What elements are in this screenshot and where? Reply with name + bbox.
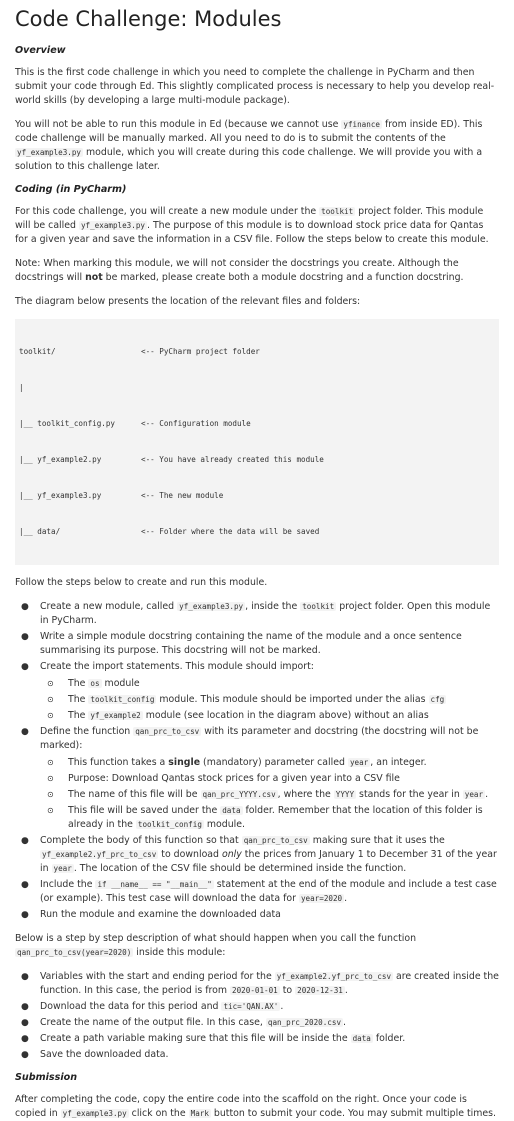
coding-paragraph-5: Below is a step by step description of what should happen when you call the function qan_prc_to_csv(year=2020) inside this module: — [15, 933, 417, 958]
overview-paragraph-2: You will not be able to run this module in Ed (because we cannot use yfinance from inside ED). This code challenge will be manually marked. All you need to do is to submit the contents of the yf_example3.py module, which you will create during this code challenge. We will provide you with a solution to this challenge later. — [15, 119, 483, 172]
circle-bullet-icon: ⊙ — [47, 790, 54, 799]
list-item: ● Create the name of the output file. In this case, qan_prc_2020.csv . — [21, 1017, 347, 1028]
submission-heading: Submission — [15, 1072, 78, 1083]
folder-tree-code-block — [15, 319, 499, 565]
submission-paragraph: After completing the code, copy the entire code into the scaffold on the right. Once your code is copied in yf_example3.py click on the Mark button to submit your code. You may submit multiple times. — [15, 1094, 497, 1119]
coding-paragraph-4: Follow the steps below to create and run this module. — [15, 577, 268, 588]
bullet-icon: ● — [21, 880, 29, 890]
bullet-icon: ● — [21, 727, 29, 737]
coding-heading: Coding (in PyCharm) — [15, 184, 127, 195]
page-title: Code Challenge: Modules — [15, 7, 282, 31]
list-item: ⊙ This function takes a single (mandatory) parameter called year , an integer. — [47, 757, 427, 768]
bullet-icon: ● — [21, 662, 29, 672]
tree-row: |__ toolkit_config.py <-- Configuration module — [19, 419, 251, 428]
bullet-icon: ● — [21, 910, 29, 920]
list-item: ● Create the import statements. This module should import: ⊙ The os module ⊙ The toolkit_config module. This module should be imported under the alias cfg ⊙ The yf_example2 module (see location in the diagram above) without an alias — [40, 660, 499, 723]
list-item: ● Create a new module, called yf_example3.py , inside the toolkit project folder. Open this module in PyCharm. — [21, 601, 491, 626]
circle-bullet-icon: ⊙ — [47, 774, 54, 783]
bullet-icon: ● — [21, 972, 29, 982]
list-item: ● Include the if __name__ == "__main__" statement at the end of the module and include a test case (or example). This test case will download the data for year=2020 . — [21, 879, 497, 904]
overview-heading: Overview — [15, 45, 66, 56]
bullet-icon: ● — [21, 632, 29, 642]
list-item: ● Define the function qan_prc_to_csv with its parameter and docstring (the docstring will not be marked): ⊙ This function takes a single (mandatory) parameter called year , an integer. ⊙ Purpose: Download Qantas stock prices for a given year into a CSV file ⊙ The name of this file will be qan_prc_YYYY.csv , where the YYYY stands for the year in year . ⊙ This file will be saved under the data folder. Remember that the location of this folder is already in the toolkit_config module. — [40, 725, 499, 832]
description-list — [15, 970, 499, 1062]
list-item: ⊙ This file will be saved under the data folder. Remember that the location of this folder is already in the toolkit_config module. — [47, 805, 483, 830]
circle-bullet-icon: ⊙ — [47, 711, 54, 720]
bullet-icon: ● — [21, 836, 29, 846]
bullet-icon: ● — [21, 1018, 29, 1028]
coding-paragraph-3: The diagram below presents the location of the relevant files and folders: — [15, 296, 361, 307]
bullet-icon: ● — [21, 1050, 29, 1060]
circle-bullet-icon: ⊙ — [47, 758, 54, 767]
bullet-icon: ● — [21, 1002, 29, 1012]
list-item: ● Run the module and examine the downloaded data — [21, 909, 281, 920]
function-sublist — [40, 756, 499, 832]
list-item: ⊙ The yf_example2 module (see location in the diagram above) without an alias — [47, 710, 429, 721]
overview-paragraph-1: This is the first code challenge in which you need to complete the challenge in PyCharm and then submit your code through Ed. This slightly complicated process is necessary to help you develop real-world skills (by developing a large multi-module package). — [15, 67, 495, 106]
list-item: ⊙ Purpose: Download Qantas stock prices for a given year into a CSV file — [47, 773, 400, 784]
import-sublist — [40, 677, 499, 723]
coding-paragraph-2: Note: When marking this module, we will not consider the docstrings you create. Although the docstrings will not be marked, please create both a module docstring and a function docstring. — [15, 258, 464, 283]
tree-row: |__ data/ <-- Folder where the data will be saved — [19, 527, 320, 536]
list-item: ● Complete the body of this function so that qan_prc_to_csv making sure that it uses the yf_example2.yf_prc_to_csv to download only the prices from January 1 to December 31 of the year in year . The location of the CSV file should be determined inside the function. — [21, 835, 497, 874]
list-item: ⊙ The name of this file will be qan_prc_YYYY.csv , where the YYYY stands for the year in year . — [47, 789, 489, 800]
list-item: ⊙ The os module — [47, 678, 140, 689]
bullet-icon: ● — [21, 602, 29, 612]
coding-paragraph-1: For this code challenge, you will create a new module under the toolkit project folder. This module will be called yf_example3.py . The purpose of this module is to download stock price data for Qantas for a given year and save the information in a CSV file. Follow the steps below to create this module. — [15, 206, 489, 245]
list-item: ● Variables with the start and ending period for the yf_example2.yf_prc_to_csv are created inside the function. In this case, the period is from 2020-01-01 to 2020-12-31 . — [21, 971, 499, 996]
circle-bullet-icon: ⊙ — [47, 695, 54, 704]
tree-row: toolkit/ <-- PyCharm project folder — [19, 347, 260, 356]
list-item: ● Write a simple module docstring containing the name of the module and a once sentence summarising its purpose. This docstring will not be marked. — [21, 631, 462, 656]
tree-row: |__ yf_example2.py <-- You have already created this module — [19, 455, 324, 464]
list-item: ● Download the data for this period and tic='QAN.AX' . — [21, 1001, 284, 1012]
list-item: ● Save the downloaded data. — [21, 1049, 169, 1060]
list-item: ● Create a path variable making sure that this file will be inside the data folder. — [21, 1033, 406, 1044]
tree-row: | — [19, 383, 24, 392]
tree-row: |__ yf_example3.py <-- The new module — [19, 491, 224, 500]
steps-list — [15, 600, 499, 922]
circle-bullet-icon: ⊙ — [47, 679, 54, 688]
list-item: ⊙ The toolkit_config module. This module should be imported under the alias cfg — [47, 694, 445, 705]
bullet-icon: ● — [21, 1034, 29, 1044]
circle-bullet-icon: ⊙ — [47, 806, 54, 815]
